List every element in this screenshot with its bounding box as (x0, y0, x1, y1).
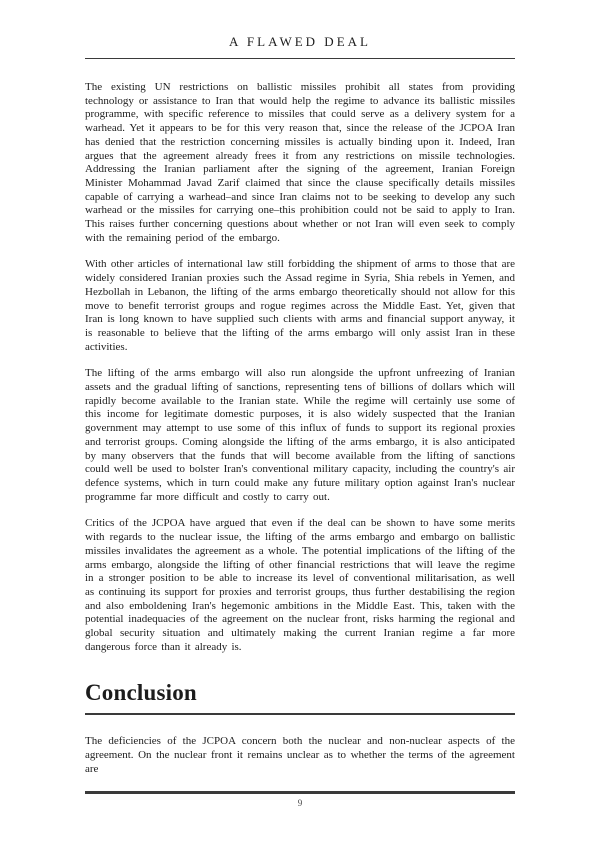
paragraph: The deficiencies of the JCPOA concern both the nuclear and non-nuclear aspects of the agreement. On the nuclear front it remains unclear as to whether the terms of the agreement are (85, 735, 515, 775)
running-header-title: A FLAWED DEAL (229, 34, 371, 49)
paragraph: Critics of the JCPOA have argued that even if the deal can be shown to have some merits with regards to the nuclear issue, the lifting of the arms embargo and embargo on ballistic missiles invalidates the agreement as a whole. The potential implications of the lifting of the arms embargo, alongside the lifting of other financial restrictions that will leave the regime in a stronger position to be able to increase its level of conventional militarisation, as well as continuing its support for proxies and terrorist groups, thus further destabilising the region and also emboldening Iran's hegemonic ambitions in the Middle East. This, taken with the potential inadequacies of the agreement on the nuclear front, risks harming the regional and global security situation and ultimately making the current Iranian regime a far more dangerous force than it already is. (85, 517, 515, 653)
paragraph-group-bottom (85, 735, 515, 776)
paragraph: The lifting of the arms embargo will also run alongside the upfront unfreezing of Iranian assets and the gradual lifting of sanctions, representing tens of billions of dollars which will rapidly become available to the Iranian state. While the regime will certainly use some of this income for legitimate domestic purposes, it is also widely suspected that the Iranian government may attempt to use some of this influx of funds to support its regional proxies and terrorist groups. Coming alongside the lifting of the arms embargo, it is also anticipated by many observers that the funds that will become available from the lifting of sanctions could well be used to bolster Iran's conventional military capacity, including the country's air defence systems, which in turn could make any future military option against Iran's nuclear programme far more difficult and costly to carry out. (85, 367, 515, 503)
section-heading-conclusion: Conclusion (85, 680, 197, 706)
paragraph: The existing UN restrictions on ballistic missiles prohibit all states from providing technology or assistance to Iran that would help the regime to advance its ballistic missiles programme, with specific reference to missiles that could serve as a delivery system for a warhead. Yet it appears to be for this very reason that, since the release of the JCPOA Iran has denied that the restriction concerning missiles is actually binding upon it. Indeed, Iran argues that the agreement already frees it from any restrictions on missile technologies. Addressing the Iranian parliament after the signing of the agreement, Iranian Foreign Minister Mohammad Javad Zarif claimed that since the clause specifically details missiles capable of carrying a warhead–and since Iran claims not to be seeking to develop any such warhead or the missiles for carrying one–this prohibition could not be said to apply to Iran. This raises further concerning questions about whether or not Iran will even seek to comply with the remaining period of the embargo. (85, 81, 515, 244)
header-rule (85, 58, 515, 59)
page-footer (85, 791, 515, 808)
page-content-area (85, 34, 515, 790)
body-text (85, 81, 515, 777)
section-heading-rule (85, 713, 515, 715)
page-number: 9 (297, 798, 303, 808)
paragraph: With other articles of international law still forbidding the shipment of arms to those that are widely considered Iranian proxies such the Assad regime in Syria, Shia rebels in Yemen, and Hezbollah in Lebanon, the lifting of the arms embargo theoretically should not allow for this move to benefit terrorist groups and rogue regimes across the Middle East. Yet, given that Iran is long known to have supplied such clients with arms and financial support anyway, it is reasonable to believe that the lifting of the arms embargo will only assist Iran in these activities. (85, 258, 515, 353)
paragraph-group-top (85, 81, 515, 654)
footer-rule (85, 791, 515, 794)
running-header (85, 34, 515, 59)
